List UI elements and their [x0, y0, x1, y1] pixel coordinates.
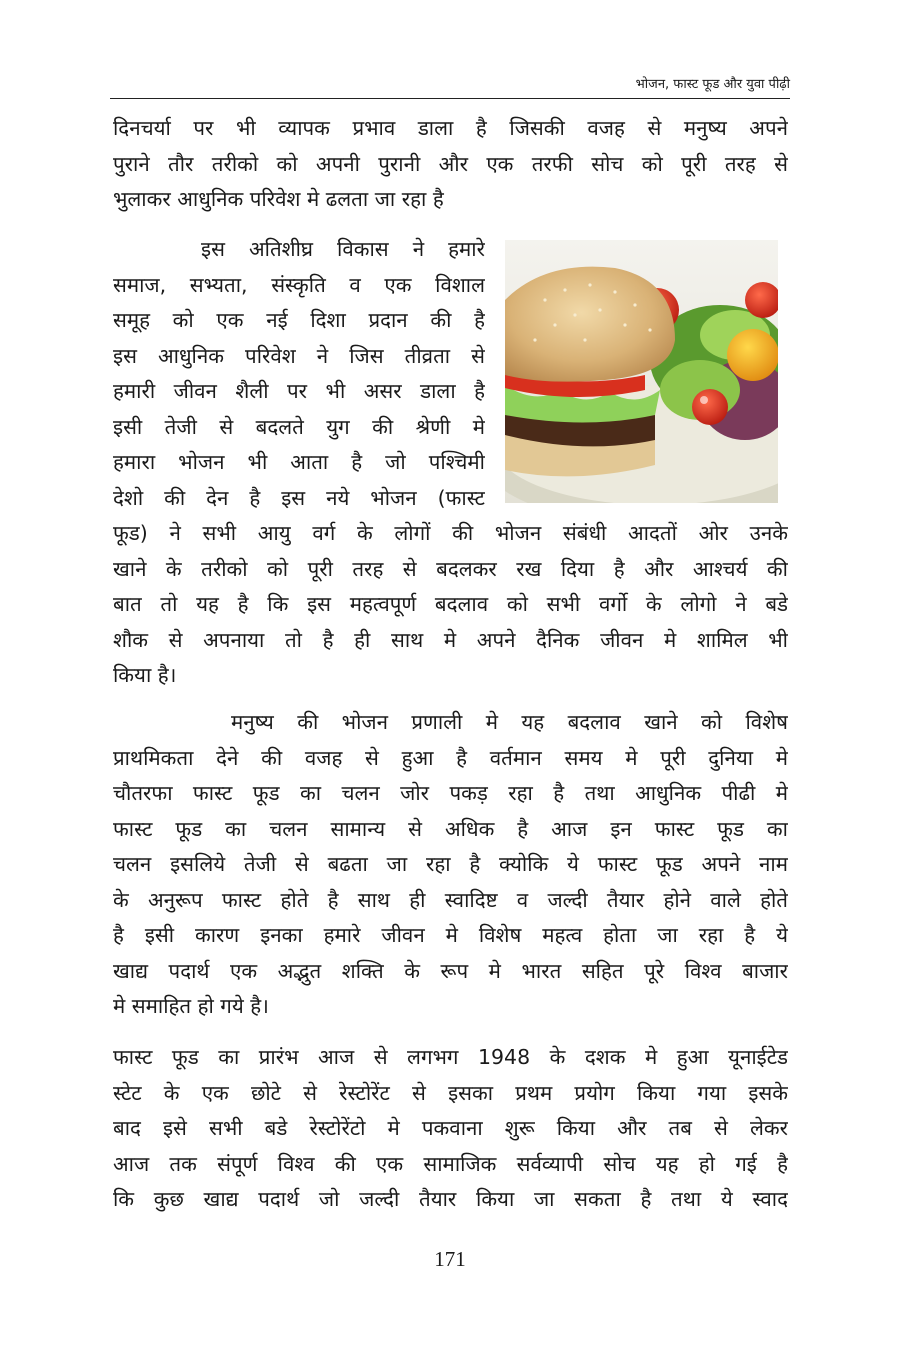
text-line: समाज, सभ्यता, संस्कृति व एक विशाल [113, 272, 485, 297]
text-line: फास्ट फूड का प्रारंभ आज से लगभग 1948 के दशक मे हुआ यूनाईटेड [113, 1045, 788, 1069]
paragraph-1 [113, 111, 788, 218]
text-line: स्टेट के एक छोटे से रेस्टोरेंट से इसका प्रथम प्रयोग किया गया इसके [113, 1080, 788, 1105]
text-line: इस अतिशीघ्र विकास ने हमारे [201, 237, 485, 261]
text-line: खाद्य पदार्थ एक अद्भुत शक्ति के रूप मे भारत सहित पूरे विश्व बाजार [113, 958, 788, 983]
text-line: मनुष्य की भोजन प्रणाली मे यह बदलाव खाने को विशेष [231, 710, 788, 734]
text-line: किया है। [113, 663, 177, 687]
text-line: मे समाहित हो गये है। [113, 994, 269, 1018]
text-line: बात तो यह है कि इस महत्वपूर्ण बदलाव को सभी वर्गो के लोगो ने बडे [113, 592, 788, 616]
text-line: पुराने तौर तरीको को अपनी पुरानी और एक तरफी सोच को पूरी तरह से [113, 151, 788, 176]
text-line: के अनुरूप फास्ट होते है साथ ही स्वादिष्ट व जल्दी तैयार होने वाले होते [113, 887, 788, 912]
burger-illustration [505, 240, 778, 503]
text-line: बाद इसे सभी बडे रेस्टोरेंटो मे पकवाना शुरू किया और तब से लेकर [113, 1116, 788, 1140]
text-line: इस आधुनिक परिवेश ने जिस तीव्रता से [113, 343, 485, 368]
text-line: चौतरफा फास्ट फूड का चलन जोर पकड़ रहा है तथा आधुनिक पीढी मे [113, 781, 788, 805]
text-line: भुलाकर आधुनिक परिवेश मे ढलता जा रहा है [113, 187, 444, 211]
text-line: कि कुछ खाद्य पदार्थ जो जल्दी तैयार किया जा सकता है तथा ये स्वाद [113, 1187, 788, 1211]
text-line: दिनचर्या पर भी व्यापक प्रभाव डाला है जिसकी वजह से मनुष्य अपने [113, 116, 788, 140]
running-header [110, 76, 790, 99]
text-line: इसी तेजी से बदलते युग की श्रेणी मे [113, 414, 485, 439]
text-line: चलन इसलिये तेजी से बढता जा रहा है क्योकि ये फास्ट फूड अपने नाम [113, 852, 788, 876]
text-line: फूड) ने सभी आयु वर्ग के लोगों की भोजन संबंधी आदतों ओर उनके [113, 521, 788, 545]
text-line: खाने के तरीको को पूरी तरह से बदलकर रख दिया है और आश्चर्य की [113, 556, 788, 581]
page-number: 171 [434, 1247, 466, 1271]
text-line: समूह को एक नई दिशा प्रदान की है [113, 308, 485, 332]
text-line: शौक से अपनाया तो है ही साथ मे अपने दैनिक जीवन मे शामिल भी [113, 627, 788, 652]
text-line: हमारा भोजन भी आता है जो पश्चिमी [113, 450, 485, 474]
running-title: भोजन, फास्ट फूड और युवा पीढ़ी [635, 77, 790, 92]
text-line: फास्ट फूड का चलन सामान्य से अधिक है आज इन फास्ट फूड का [113, 816, 788, 841]
burger-photo [505, 240, 778, 503]
text-line: आज तक संपूर्ण विश्व की एक सामाजिक सर्वव्यापी सोच यह हो गई है [113, 1151, 788, 1176]
paragraph-2-wrapped [113, 232, 485, 516]
paragraph-2-continued [113, 516, 788, 694]
paragraph-4 [113, 1040, 788, 1218]
text-line: हमारी जीवन शैली पर भी असर डाला है [113, 379, 485, 403]
text-line: देशो की देन है इस नये भोजन (फास्ट [113, 485, 485, 510]
text-line: प्राथमिकता देने की वजह से हुआ है वर्तमान समय मे पूरी दुनिया मे [113, 745, 788, 770]
text-line: है इसी कारण इनका हमारे जीवन मे विशेष महत्व होता जा रहा है ये [113, 923, 788, 947]
paragraph-3 [113, 705, 788, 1025]
